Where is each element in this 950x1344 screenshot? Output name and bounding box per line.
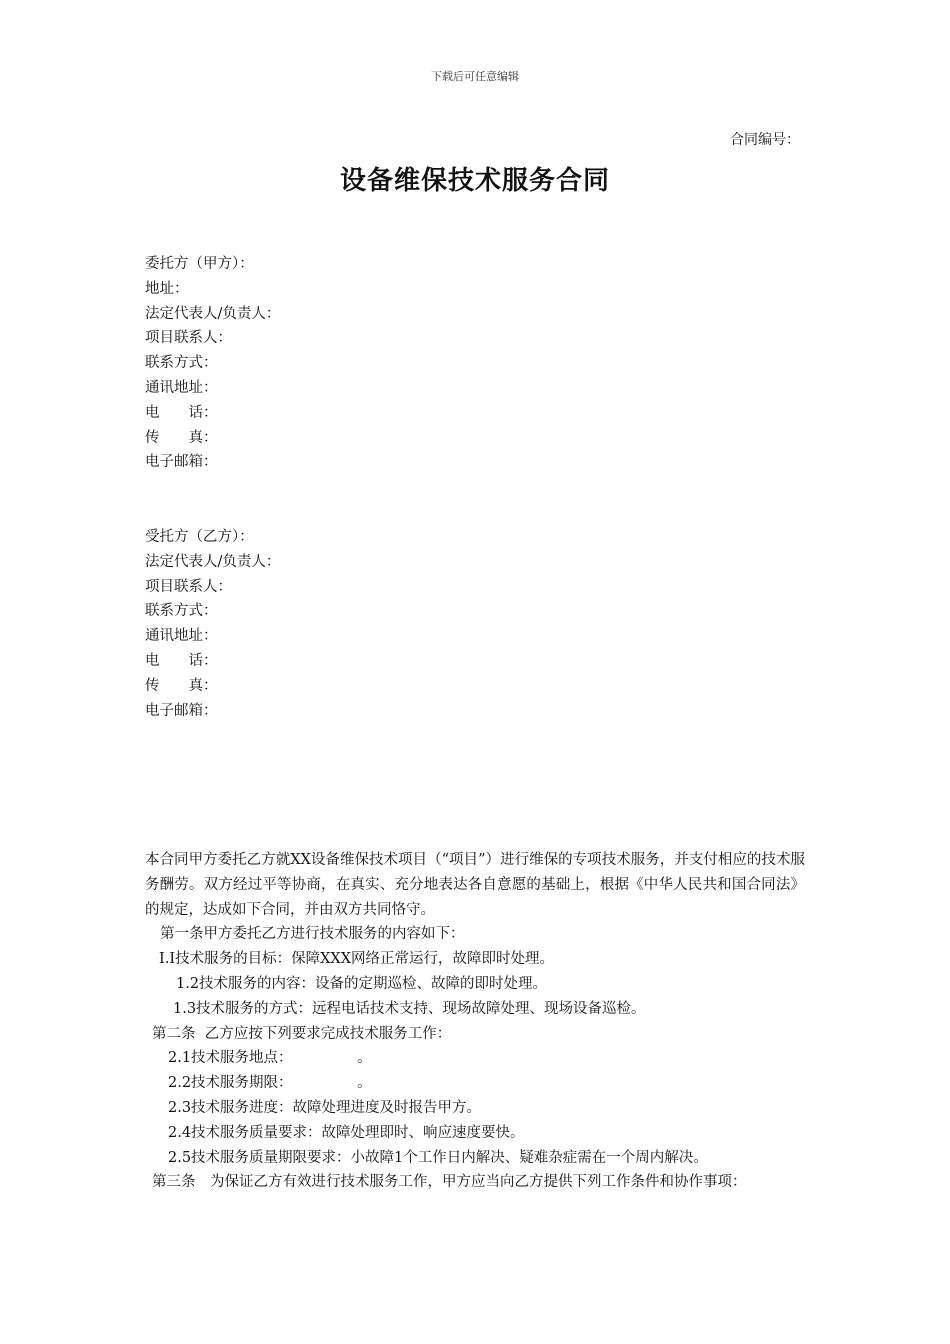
clause-2-3: 2.3技术服务进度：故障处理进度及时报告甲方。 bbox=[168, 1099, 482, 1116]
clause-2-5: 2.5技术服务质量期限要求：小故障1个工作日内解决、疑难杂症需在一个周内解决。 bbox=[168, 1149, 708, 1166]
document-title: 设备维保技术服务合同 bbox=[339, 166, 610, 196]
party-a-fax: 传 真： bbox=[145, 429, 218, 446]
party-b-phone: 电 话： bbox=[145, 652, 218, 669]
party-a-phone: 电 话： bbox=[145, 404, 218, 421]
party-a-contact-method: 联系方式： bbox=[145, 355, 218, 372]
article-3-heading: 第三条 为保证乙方有效进行技术服务工作，甲方应当向乙方提供下列工作条件和协作事项： bbox=[152, 1174, 747, 1191]
article-2-heading: 第二条 乙方应按下列要求完成技术服务工作： bbox=[152, 1025, 452, 1042]
party-a-mailing-address: 通讯地址： bbox=[145, 379, 218, 396]
party-b-heading: 受托方（乙方）： bbox=[145, 529, 254, 545]
party-b-section bbox=[145, 525, 280, 723]
party-a-heading: 委托方（甲方）： bbox=[145, 256, 254, 272]
clause-1-2: 1.2技术服务的内容：设备的定期巡检、故障的即时处理。 bbox=[176, 975, 548, 992]
clause-1-3: 1.3技术服务的方式：远程电话技术支持、现场故障处理、现场设备巡检。 bbox=[173, 1000, 646, 1017]
party-a-contact-person: 项目联系人： bbox=[145, 330, 232, 347]
party-a-email: 电子邮箱： bbox=[145, 454, 218, 471]
contract-body bbox=[145, 848, 805, 1195]
party-b-legal-rep: 法定代表人/负责人： bbox=[145, 553, 281, 570]
clause-2-4: 2.4技术服务质量要求：故障处理即时、响应速度要快。 bbox=[168, 1124, 525, 1141]
party-b-mailing-address: 通讯地址： bbox=[145, 628, 218, 645]
party-a-address: 地址： bbox=[145, 280, 189, 297]
party-b-fax: 传 真： bbox=[145, 677, 218, 694]
intro-paragraph: 本合同甲方委托乙方就XX设备维保技术项目（“项目”）进行维保的专项技术服务，并支付相应的技术服务酬劳。双方经过平等协商，在真实、充分地表达各自意愿的基础上，根据《中华人民共和国合同法》的规定，达成如下合同，并由双方共同恪守。 bbox=[145, 852, 805, 918]
party-b-contact-method: 联系方式： bbox=[145, 603, 218, 620]
party-a-section bbox=[145, 252, 280, 475]
clause-1-1: I.I技术服务的目标：保障XXX网络正常运行，故障即时处理。 bbox=[159, 951, 555, 968]
header-note: 下载后可任意编辑 bbox=[431, 70, 519, 83]
article-1-heading: 第一条甲方委托乙方进行技术服务的内容如下： bbox=[160, 926, 465, 943]
party-a-legal-rep: 法定代表人/负责人： bbox=[145, 305, 281, 322]
party-b-email: 电子邮箱： bbox=[145, 702, 218, 719]
clause-2-1: 2.1技术服务地点： 。 bbox=[168, 1050, 372, 1067]
party-b-contact-person: 项目联系人： bbox=[145, 578, 232, 595]
clause-2-2: 2.2技术服务期限： 。 bbox=[168, 1075, 372, 1092]
contract-number-label: 合同编号： bbox=[730, 132, 800, 148]
